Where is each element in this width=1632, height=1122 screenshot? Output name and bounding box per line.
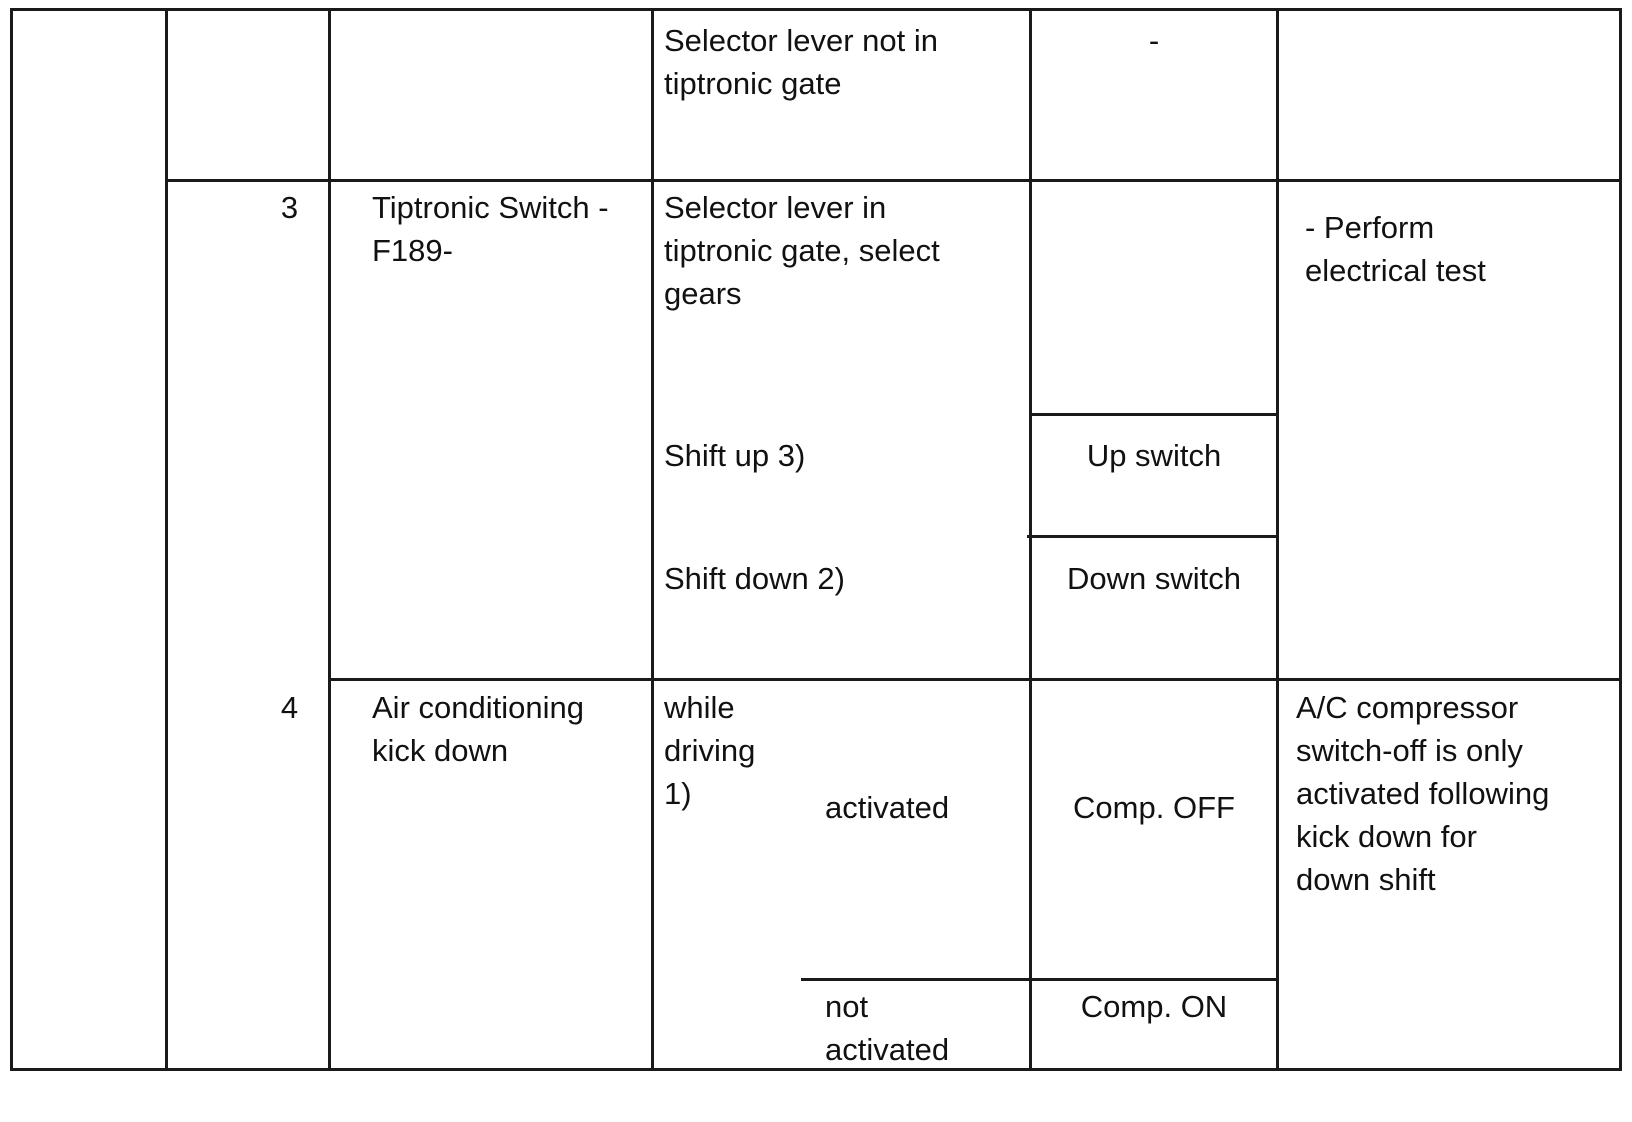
column-divider-1 xyxy=(165,8,168,1071)
remedy-ac-note: A/C compressor switch-off is only activated following kick down for down shift xyxy=(1296,690,1550,897)
subrow-divider-not-activated xyxy=(801,978,1279,981)
subrow-divider-up xyxy=(1029,413,1279,416)
row-number-3: 3 xyxy=(280,190,299,225)
table-border-right xyxy=(1619,8,1622,1071)
table-border-top xyxy=(10,8,1622,11)
condition-shift-up: Shift up 3) xyxy=(664,438,806,473)
column-divider-3 xyxy=(651,8,654,1071)
row-divider-2 xyxy=(328,678,1622,681)
display-up-switch: Up switch xyxy=(1086,438,1222,473)
display-down-switch: Down switch xyxy=(1067,561,1241,596)
state-not-activated: not activated xyxy=(825,989,950,1067)
row-number-4: 4 xyxy=(280,690,299,725)
condition-shift-down: Shift down 2) xyxy=(664,561,845,596)
condition-while-driving: while driving 1) xyxy=(664,690,756,811)
remedy-electrical-test: - Perform electrical test xyxy=(1305,210,1486,288)
component-tiptronic-switch: Tiptronic Switch - F189- xyxy=(372,190,609,268)
state-activated: activated xyxy=(825,790,950,825)
display-comp-on: Comp. ON xyxy=(1080,989,1228,1024)
table-border-bottom xyxy=(10,1068,1622,1071)
diagnostic-table xyxy=(10,8,1632,1122)
column-divider-5 xyxy=(1276,8,1279,1071)
column-divider-4 xyxy=(1029,8,1032,1071)
table-border-left xyxy=(10,8,13,1071)
condition-in-gate: Selector lever in tiptronic gate, select gears xyxy=(664,190,940,311)
subrow-divider-down xyxy=(1027,535,1279,538)
display-comp-off: Comp. OFF xyxy=(1073,790,1235,825)
condition-not-in-gate: Selector lever not in tiptronic gate xyxy=(664,23,938,101)
display-not-in-gate: - xyxy=(1148,23,1160,58)
component-ac-kick-down: Air conditioning kick down xyxy=(372,690,584,768)
row-divider-1 xyxy=(165,179,1622,182)
column-divider-2 xyxy=(328,8,331,1071)
